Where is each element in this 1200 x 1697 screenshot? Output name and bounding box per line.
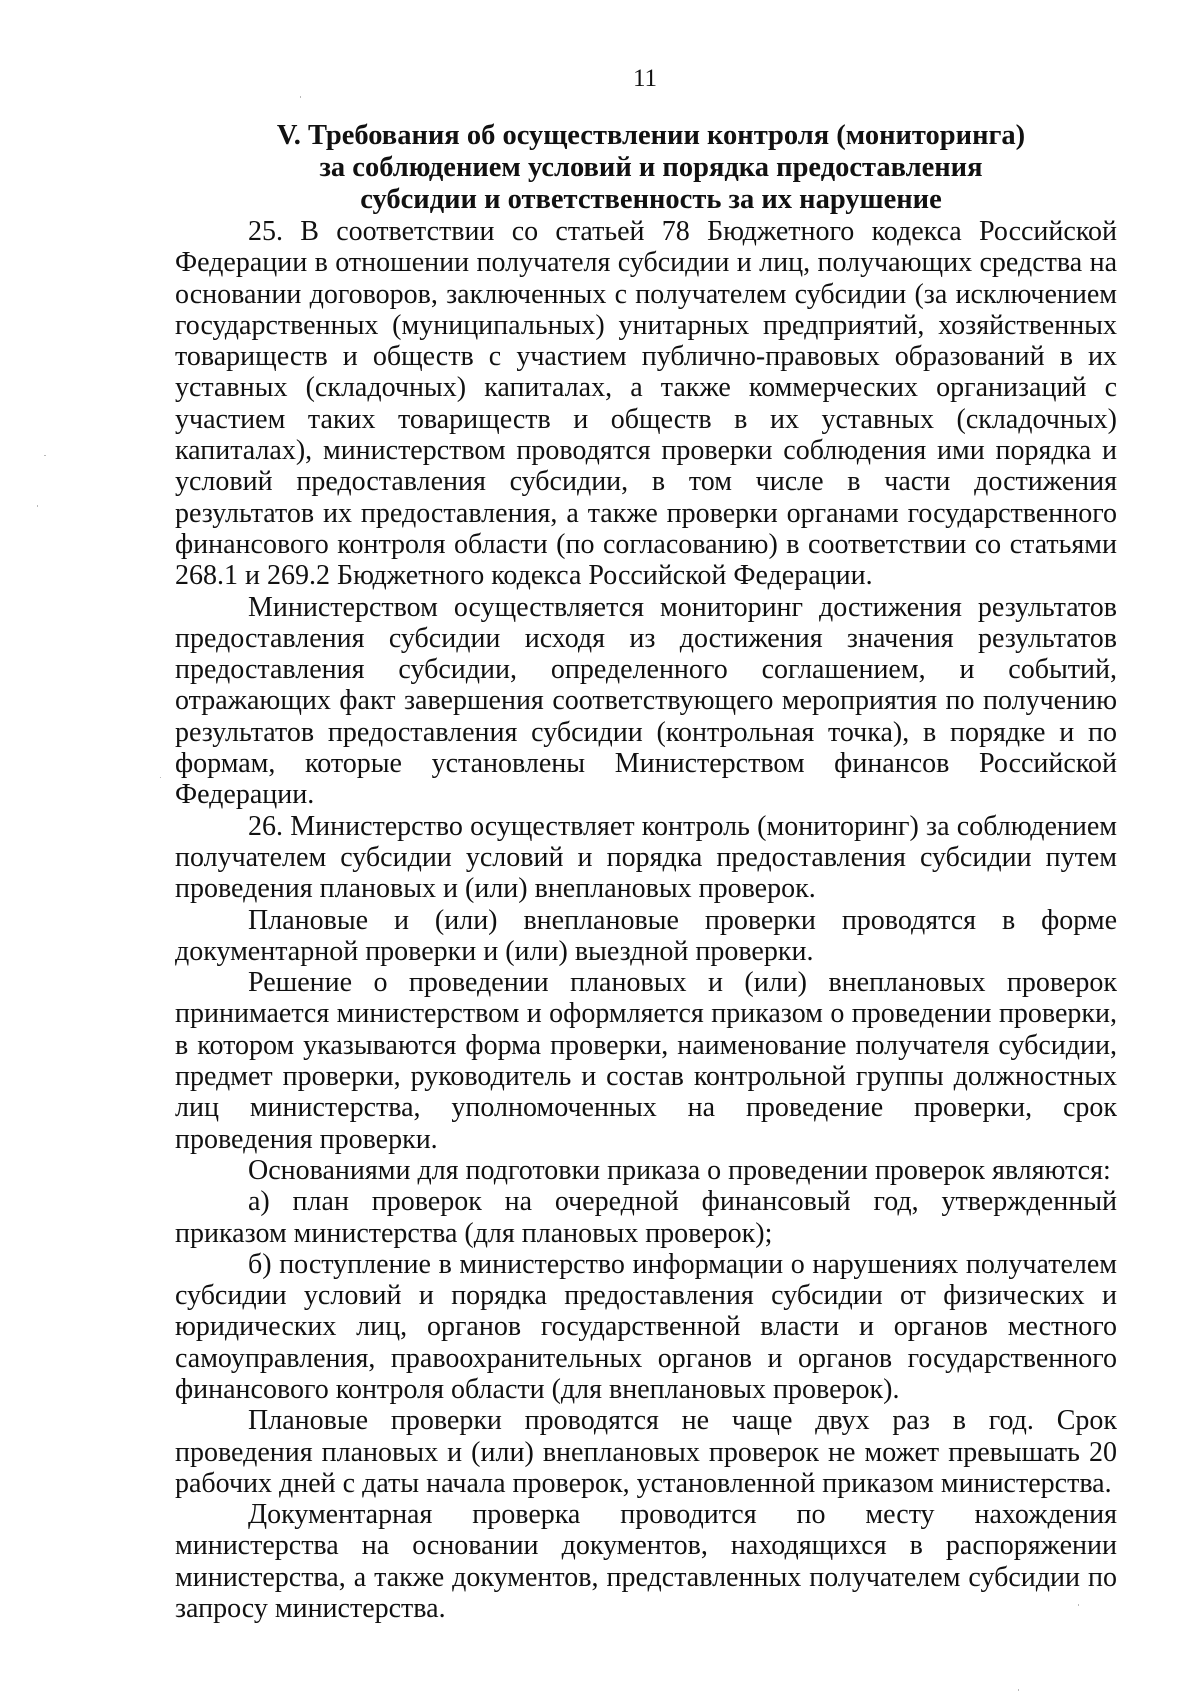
scan-speck — [300, 96, 301, 98]
document-body — [175, 120, 1117, 1624]
paragraph-inspection-decision: Решение о проведении плановых и (или) внеплановых проверок принимается министерством и оформляется приказом о проведении проверки, в котором указываются форма проверки, наименование получателя субсидии, предмет проверки, руководитель и состав контрольной группы должностных лиц министерства, уполномоченных на проведение проверки, срок проведения проверки. — [175, 967, 1117, 1155]
section-heading-line-1: V. Требования об осуществлении контроля (мониторинга) — [276, 120, 1026, 151]
paragraph-25: 25. В соответствии со статьей 78 Бюджетного кодекса Российской Федерации в отношении получателя субсидии и лиц, получающих средства на основании договоров, заключенных с получателем субсидии (за исключением государственных (муниципальных) унитарных предприятий, хозяйственных товариществ и обществ с участием публично-правовых образований в их уставных (складочных) капиталах, а также коммерческих организаций с участием таких товариществ и обществ в их уставных (складочных) капиталах), министерством проводятся проверки соблюдения ими порядка и условий предоставления субсидии, в том числе в части достижения результатов их предоставления, а также проверки органами государственного финансового контроля области (по согласованию) в соответствии со статьями 268.1 и 269.2 Бюджетного кодекса Российской Федерации. — [175, 216, 1117, 592]
scan-speck — [160, 777, 161, 778]
section-heading — [175, 120, 1117, 216]
paragraph-documentary-inspection: Документарная проверка проводится по месту нахождения министерства на основании документов, находящихся в распоряжении министерства, а также документов, представленных получателем субсидии по запросу министерства. — [175, 1499, 1117, 1625]
paragraph-grounds: Основаниями для подготовки приказа о проведении проверок являются: — [248, 1154, 1111, 1186]
scan-speck — [1018, 1689, 1019, 1691]
paragraph-monitoring: Министерством осуществляется мониторинг достижения результатов предоставления субсидии исходя из достижения значения результатов предоставления субсидии, определенного соглашением, и событий, отражающих факт завершения соответствующего мероприятия по получению результатов предоставления субсидии (контрольная точка), в порядке и по формам, которые установлены Министерством финансов Российской Федерации. — [175, 591, 1117, 811]
page-number: 11 — [632, 65, 658, 92]
paragraph-inspection-frequency: Плановые проверки проводятся не чаще двух раз в год. Срок проведения плановых и (или) внеплановых проверок не может превышать 20 рабочих дней с даты начала проверок, установленной приказом министерства. — [175, 1405, 1117, 1499]
paragraph-item-b: б) поступление в министерство информации о нарушениях получателем субсидии условий и порядка предоставления субсидии от физических и юридических лиц, органов государственной власти и органов местного самоуправления, правоохранительных органов и органов государственного финансового контроля области (для внеплановых проверок). — [175, 1248, 1117, 1405]
scan-speck — [1078, 1604, 1079, 1606]
scan-speck — [44, 455, 46, 456]
paragraph-26: 26. Министерство осуществляет контроль (мониторинг) за соблюдением получателем субсидии условий и порядка предоставления субсидии путем проведения плановых и (или) внеплановых проверок. — [175, 810, 1117, 905]
section-heading-line-3: субсидии и ответственность за их нарушение — [360, 184, 942, 215]
paragraph-inspection-forms: Плановые и (или) внеплановые проверки проводятся в форме документарной проверки и (или) выездной проверки. — [175, 904, 1117, 967]
paragraph-item-a: а) план проверок на очередной финансовый год, утвержденный приказом министерства (для плановых проверок); — [175, 1186, 1117, 1249]
section-heading-line-2: за соблюдением условий и порядка предоставления — [319, 152, 983, 183]
scan-speck — [37, 505, 38, 507]
